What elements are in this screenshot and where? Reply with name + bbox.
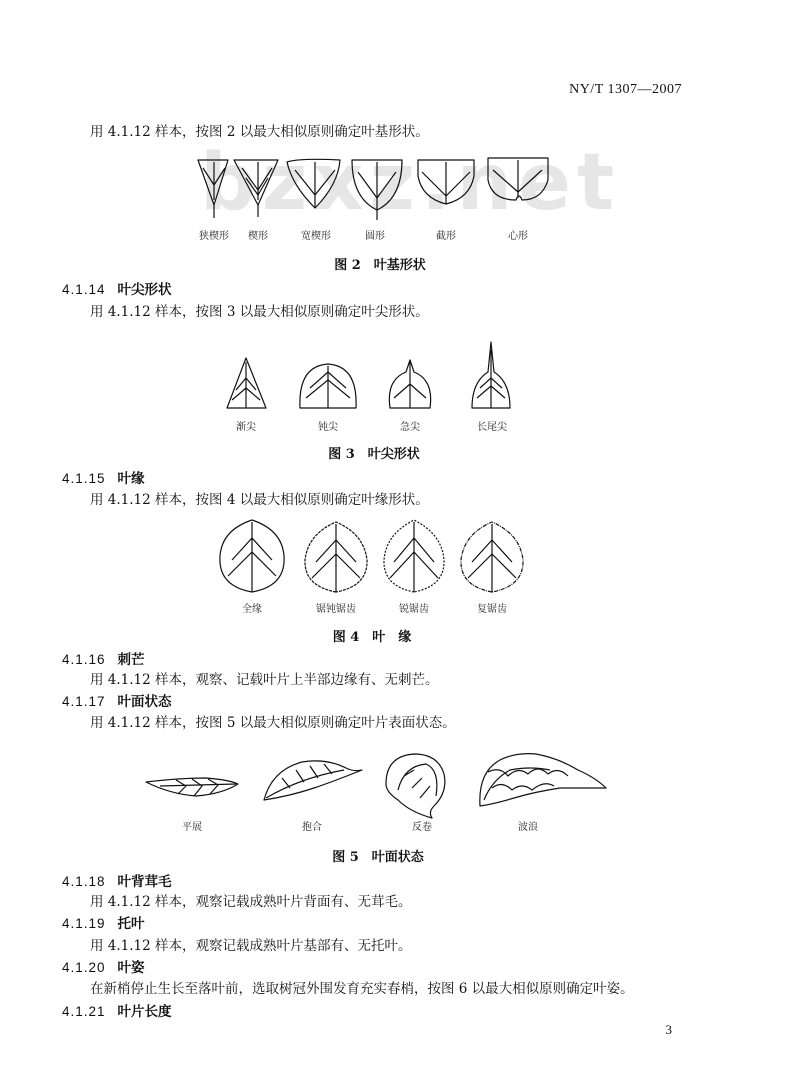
fig2-label-6: 心形 <box>508 231 528 242</box>
section-4-1-16-text: 用 4.1.12 样本，观察、记载叶片上半部边缘有、无刺芒。 <box>90 672 439 688</box>
fig5-label-3: 反卷 <box>412 822 432 833</box>
leaf-surface-folded <box>264 761 362 800</box>
fig4-label-1: 全缘 <box>242 604 262 615</box>
fig4-caption: 图 4 叶 缘 <box>332 630 412 645</box>
section-4-1-17-heading: 4.1.17 叶面状态 <box>62 694 172 710</box>
fig2-label-1: 狭楔形 <box>199 231 229 242</box>
page-number: 3 <box>665 1022 672 1037</box>
section-4-1-18-heading: 4.1.18 叶背茸毛 <box>62 874 172 890</box>
section-4-1-17-text: 用 4.1.12 样本，按图 5 以最大相似原则确定叶片表面状态。 <box>90 715 456 731</box>
fig3-label-2: 钝尖 <box>318 422 338 433</box>
watermark: bzxz.net <box>200 138 621 228</box>
fig3-label-3: 急尖 <box>400 422 420 433</box>
section-4-1-15-text: 用 4.1.12 样本，按图 4 以最大相似原则确定叶缘形状。 <box>90 492 429 508</box>
section-4-1-20-heading: 4.1.20 叶姿 <box>62 960 145 976</box>
section-4-1-14-text: 用 4.1.12 样本，按图 3 以最大相似原则确定叶尖形状。 <box>90 304 429 320</box>
section-4-1-15-heading: 4.1.15 叶缘 <box>62 471 145 487</box>
fig3-label-1: 渐尖 <box>236 422 256 433</box>
section-4-1-20-text: 在新梢停止生长至落叶前，选取树冠外围发育充实春梢，按图 6 以最大相似原则确定叶姿。 <box>90 981 634 997</box>
fig5-caption: 图 5 叶面状态 <box>332 850 424 865</box>
section-4-1-21-heading: 4.1.21 叶片长度 <box>62 1004 172 1020</box>
section-4-1-16-heading: 4.1.16 刺芒 <box>62 652 145 668</box>
fig2-label-2: 楔形 <box>248 231 268 242</box>
fig3-label-4: 长尾尖 <box>477 422 507 433</box>
fig3-caption: 图 3 叶尖形状 <box>328 447 420 462</box>
fig2-label-3: 宽楔形 <box>301 231 331 242</box>
fig2-intro-text: 用 4.1.12 样本，按图 2 以最大相似原则确定叶基形状。 <box>90 124 429 140</box>
leaf-surface-flat <box>146 778 238 796</box>
section-4-1-18-text: 用 4.1.12 样本，观察记载成熟叶片背面有、无茸毛。 <box>90 894 412 910</box>
fig5-label-4: 波浪 <box>518 822 538 833</box>
leaf-surface-revolute <box>386 754 445 818</box>
section-4-1-14-heading: 4.1.14 叶尖形状 <box>62 282 172 298</box>
fig5-label-2: 抱合 <box>302 822 322 833</box>
section-4-1-19-heading: 4.1.19 托叶 <box>62 916 145 932</box>
leaf-surface-undulate <box>480 754 606 806</box>
fig4-label-3: 锐锯齿 <box>399 604 429 615</box>
fig2-label-5: 截形 <box>436 231 456 242</box>
fig2-caption: 图 2 叶基形状 <box>334 258 426 273</box>
fig4-label-2: 锯钝锯齿 <box>316 604 356 615</box>
fig4-label-4: 复锯齿 <box>477 604 507 615</box>
standard-number: NY/T 1307—2007 <box>569 82 682 97</box>
section-4-1-19-text: 用 4.1.12 样本，观察记载成熟叶片基部有、无托叶。 <box>90 938 412 954</box>
fig2-label-4: 圆形 <box>365 231 385 242</box>
fig5-label-1: 平展 <box>182 822 202 833</box>
